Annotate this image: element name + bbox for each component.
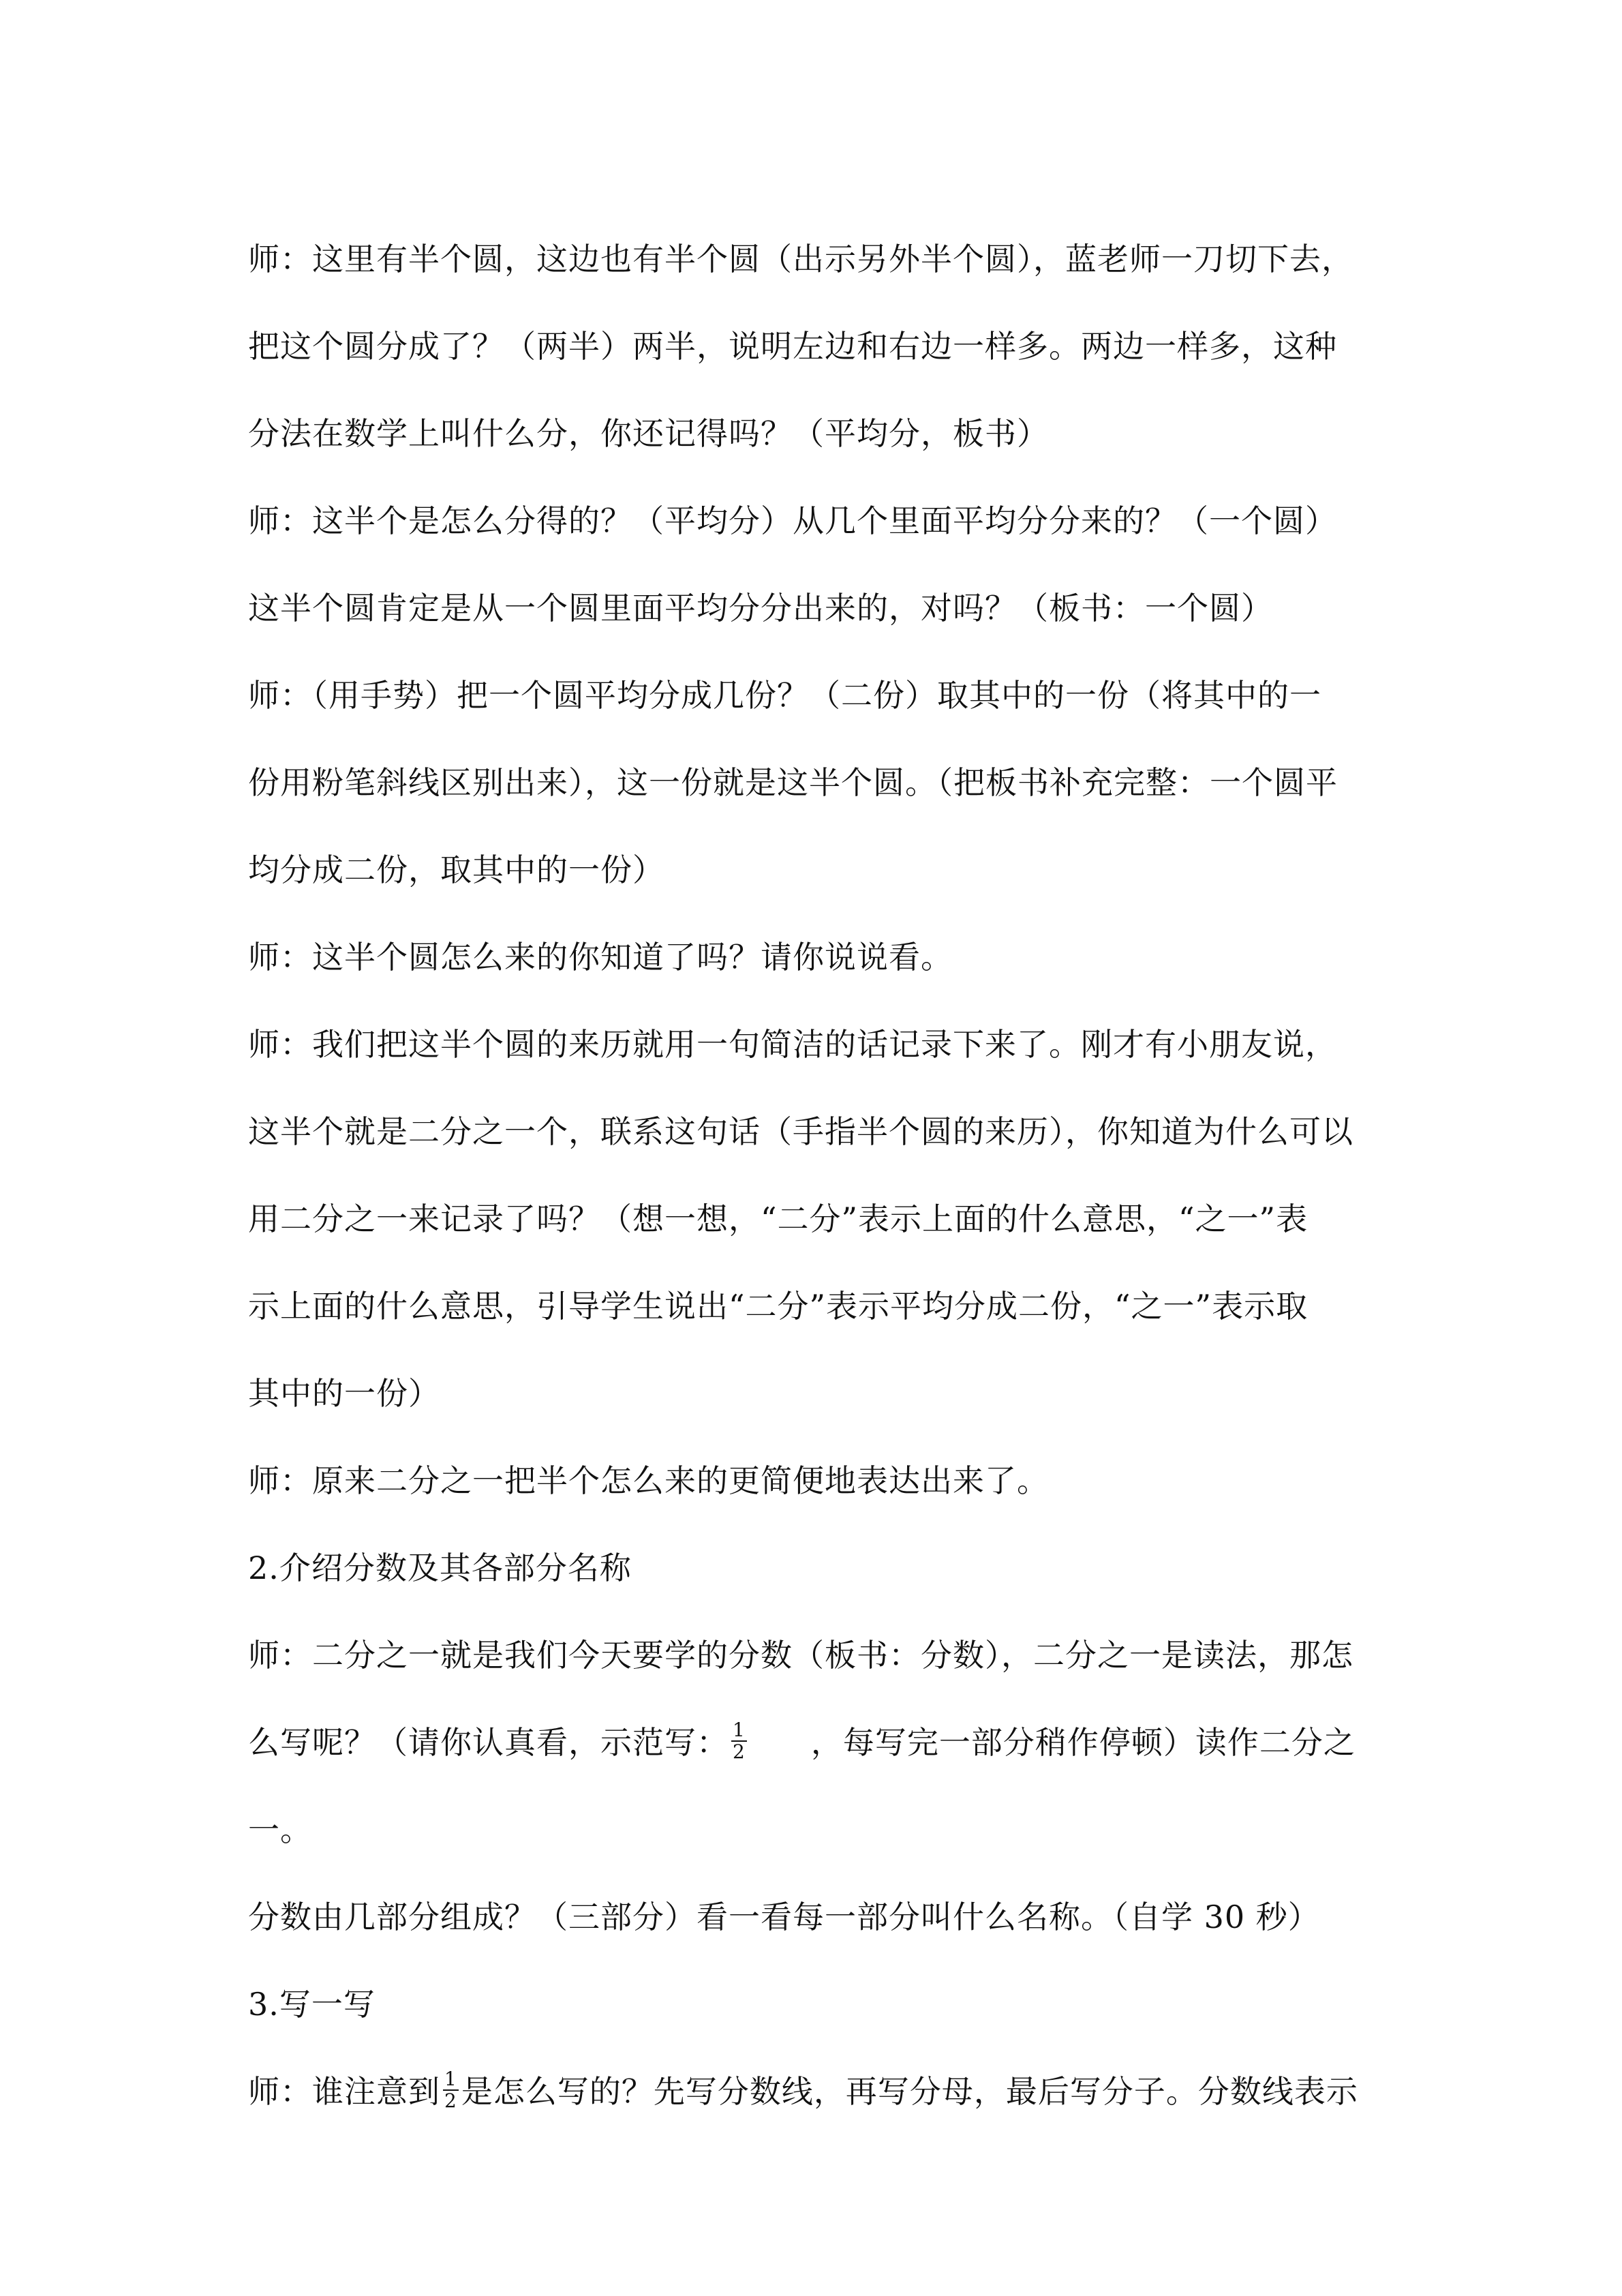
- paragraph-line-6: 师：（用手势）把一个圆平均分成几份？（二份）取其中的一份（将其中的一: [248, 677, 1321, 714]
- paragraph-line-10: 师：我们把这半个圆的来历就用一句简洁的话记录下来了。刚才有小朋友说，: [248, 1026, 1337, 1063]
- paragraph-line-7: 份用粉笔斜线区别出来），这一份就是这半个圆。（把板书补充完整：一个圆平: [248, 764, 1338, 801]
- paragraph-line-11: 这半个就是二分之一个，联系这句话（手指半个圆的来历），你知道为什么可以: [248, 1113, 1353, 1150]
- section-heading-3: 3.写一写: [248, 1986, 376, 2023]
- fraction-numerator: 1: [444, 2068, 457, 2090]
- fraction-one-half-inline: [443, 2069, 459, 2111]
- paragraph-line-15: 师：原来二分之一把半个怎么来的更简便地表达出来了。: [248, 1462, 1049, 1499]
- paragraph-line-1: 师：这里有半个圆，这边也有半个圆（出示另外半个圆），蓝老师一刀切下去，: [248, 241, 1353, 277]
- paragraph-line-5: 这半个圆肯定是从一个圆里面平均分分出来的，对吗？（板书：一个圆）: [248, 590, 1273, 626]
- paragraph-line-8: 均分成二份，取其中的一份）: [248, 851, 664, 888]
- paragraph-line-9: 师：这半个圆怎么来的你知道了吗？请你说说看。: [248, 939, 953, 976]
- fraction-numerator: 1: [733, 1719, 746, 1741]
- paragraph-line-12: 用二分之一来记录了吗？（想一想，“二分”表示上面的什么意思，“之一”表: [248, 1200, 1309, 1237]
- paragraph-line-20: 分数由几部分组成？（三部分）看一看每一部分叫什么名称。（自学 30 秒）: [248, 1899, 1320, 1935]
- fraction-one-half: [731, 1720, 747, 1762]
- line22-text-before: 师：谁注意到: [248, 2073, 440, 2110]
- paragraph-line-19: 一。: [248, 1811, 312, 1848]
- fraction-denominator: 2: [444, 2089, 457, 2112]
- paragraph-line-13: 示上面的什么意思，引导学生说出“二分”表示平均分成二份，“之一”表示取: [248, 1288, 1309, 1325]
- line18-text-after: ，每写完一部分稍作停顿）读作二分之: [810, 1724, 1356, 1761]
- paragraph-line-14: 其中的一份）: [248, 1375, 440, 1412]
- paragraph-line-4: 师：这半个是怎么分得的？（平均分）从几个里面平均分分来的？（一个圆）: [248, 502, 1337, 539]
- paragraph-line-2: 把这个圆分成了？（两半）两半，说明左边和右边一样多。两边一样多，这种: [248, 328, 1337, 365]
- paragraph-line-22: [248, 2068, 1393, 2115]
- paragraph-line-3: 分法在数学上叫什么分，你还记得吗？（平均分，板书）: [248, 415, 1049, 452]
- line22-text-after: 是怎么写的？先写分数线，再写分母，最后写分子。分数线表示: [461, 2073, 1358, 2110]
- paragraph-line-17: 师：二分之一就是我们今天要学的分数（板书：分数），二分之一是读法，那怎: [248, 1637, 1353, 1674]
- paragraph-line-18: [248, 1719, 1393, 1766]
- line18-text-before: 么写呢？（请你认真看，示范写：: [248, 1724, 729, 1761]
- fraction-denominator: 2: [733, 1740, 746, 1763]
- section-heading-2: 2.介绍分数及其各部分名称: [248, 1550, 632, 1586]
